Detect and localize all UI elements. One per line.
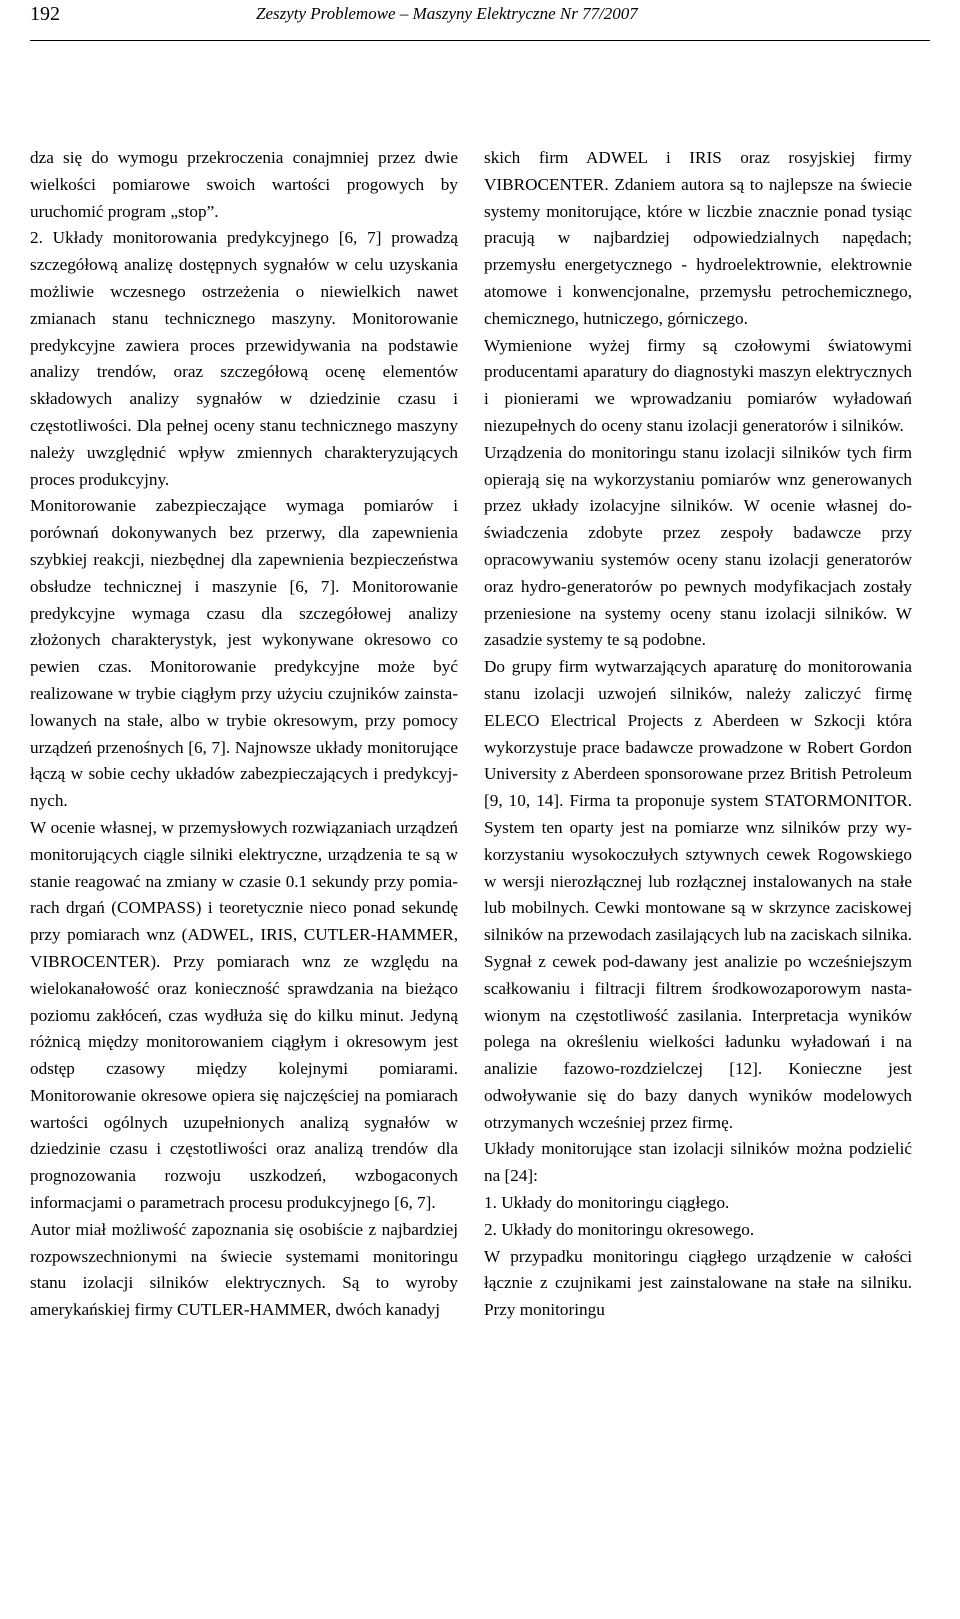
paragraph: Wymienione wyżej firmy są czołowymi światowymi producentami aparatury do diagnostyki maszyn elektrycznych i pionierami we wprowadzaniu pomiarów wyładowań niezupełnych do oceny stanu izolacji generatorów i silników. xyxy=(484,335,912,435)
paragraph: Autor miał możliwość zapoznania się osobiście z najbardziej rozpowszechnionymi na świecie systemami monitoringu stanu izolacji silników elektrycznych. Są to wyroby amerykańskiej firmy CUTLER-HAMMER, dwóch kanadyj xyxy=(30,1219,458,1320)
paragraph: 2. Układy monitorowania predykcyjnego [6, 7] prowadzą szczegółową analizę dostępnych sygnałów w celu uzyskania możliwie wczesnego ostrzeżenia o niewielkich nawet zmianach stanu technicznego maszyny. Monitorowanie predykcyjne zawiera proces przewidywania na podstawie analizy trendów, oraz szczegółową ocenę elementów składowych analizy sygnałów w dziedzinie czasu i częstotliwości. Dla pełnej oceny stanu technicznego maszyny należy uwzględnić wpływ zmiennych charakteryzujących proces produkcyjny. xyxy=(30,228,458,489)
header-rule xyxy=(30,40,930,41)
paragraph: skich firm ADWEL i IRIS oraz rosyjskiej firmy VIBROCENTER. Zdaniem autora są to najlepsze na świecie systemy monitorujące, które w liczbie znacznie ponad tysiąc pracują w najbardziej odpowiedzialnych napędach; przemysłu energetycznego - hydroelektrownie, elektrownie atomowe i konwencjonalne, przemysłu petrochemicznego, chemicznego, hutniczego, górniczego. xyxy=(484,148,912,328)
page-header xyxy=(0,0,960,46)
paragraph: Urządzenia do monitoringu stanu izolacji silników tych firm opierają się na wykorzystaniu pomiarów wnz generowanych przez układy izolacyjne silników. W ocenie własnej doświadczenia zdobyte przez zespoły badawcze przy opracowywaniu systemów oceny stanu izolacji generatorów oraz hydro-generatorów po pewnych modyfikacjach zostały przeniesione na systemy oceny stanu izolacji silników. W zasadzie systemy te są podobne. xyxy=(484,442,912,650)
list-item: 1. Układy do monitoringu ciągłego. xyxy=(484,1193,730,1213)
journal-title: Zeszyty Problemowe – Maszyny Elektryczne Nr 77/2007 xyxy=(256,4,638,23)
paragraph: dza się do wymogu przekroczenia conajmniej przez dwie wielkości pomiarowe swoich wartości progowych by uruchomić program „stop”. xyxy=(30,148,458,221)
list-item: 2. Układy do monitoringu okresowego. xyxy=(484,1219,755,1239)
paragraph: W ocenie własnej, w przemysłowych rozwiązaniach urządzeń monitorujących ciągle silniki elektryczne, urządzenia te są w stanie reagować na zmiany w czasie 0.1 sekundy przy pomiarach drgań (COMPASS) i teoretycznie nieco ponad sekundę przy pomiarach wnz (ADWEL, IRIS, CUTLER-HAMMER, VIBROCENTER). Przy pomiarach wnz ze względu na wielokanałowość oraz konieczność sprawdzania na bieżąco poziomu zakłóceń, czas wydłuża się do kilku minut. Jedyną różnicą między monitorowaniem ciągłym i okresowym jest odstęp czasowy między kolejnymi pomiarami. Monitorowanie okresowe opiera się najczęściej na pomiarach wartości ogólnych uzupełnionych analizą sygnałów w dziedzinie czasu i częstotliwości oraz analizą trendów dla prognozowania rozwoju uszkodzeń, wzbogaconych informacjami o parametrach procesu produkcyjnego [6, 7]. xyxy=(30,817,458,1213)
left-column xyxy=(30,145,458,1324)
paragraph: W przypadku monitoringu ciągłego urządzenie w całości łącznie z czujnikami jest zainstalowane na stałe na silniku. Przy monitoringu xyxy=(484,1246,912,1320)
paragraph: Układy monitorujące stan izolacji silników można podzielić na [24]: xyxy=(484,1139,912,1186)
page-number: 192 xyxy=(30,3,60,25)
paragraph: Monitorowanie zabezpieczające wymaga pomiarów i porównań dokonywanych bez przerwy, dla zapewnienia szybkiej reakcji, niezbędnej dla zapewnienia bezpieczeństwa obsłudze technicznej i maszynie [6, 7]. Monitorowanie predykcyjne wymaga czasu dla szczegółowej analizy złożonych charakterystyk, jest wykonywane okresowo co pewien czas. Monitorowanie predykcyjne może być realizowane w trybie ciągłym przy użyciu czujników zainstalowanych na stałe, albo w trybie okresowym, przy pomocy urządzeń przenośnych [6, 7]. Najnowsze układy monitorujące łączą w sobie cechy układów zabezpieczających i predykcyjnych. xyxy=(30,496,458,811)
paragraph: Do grupy firm wytwarzających aparaturę do monitorowania stanu izolacji uzwojeń silników, należy zaliczyć firmę ELECO Electrical Projects z Aberdeen w Szkocji która wykorzystuje prace badawcze prowadzone w Robert Gordon University z Aberdeen sponsorowane przez British Petroleum [9, 10, 14]. Firma ta proponuje system STATORMONITOR. System ten oparty jest na pomiarze wnz silników przy wykorzystaniu wysokoczułych sztywnych cewek Rogowskiego w wersji nierozłącznej lub rozłącznej instalowanych na stałe lub mobilnych. Cewki montowane są w skrzynce zaciskowej silników na przewodach zasilających lub na zaciskach silnika. Sygnał z cewek pod-dawany jest analizie po wcześniejszym scałkowaniu i filtracji filtrem środkowozaporowym nastawionym na częstotliwość zasilania. Interpretacja wyników polega na określeniu wielkości ładunku wyładowań i na analizie fazowo-rozdzielczej [12]. Konieczne jest odwoływanie się do bazy danych wyników modelowych otrzymanych wcześniej przez firmę. xyxy=(484,657,912,1132)
right-column xyxy=(484,145,912,1324)
